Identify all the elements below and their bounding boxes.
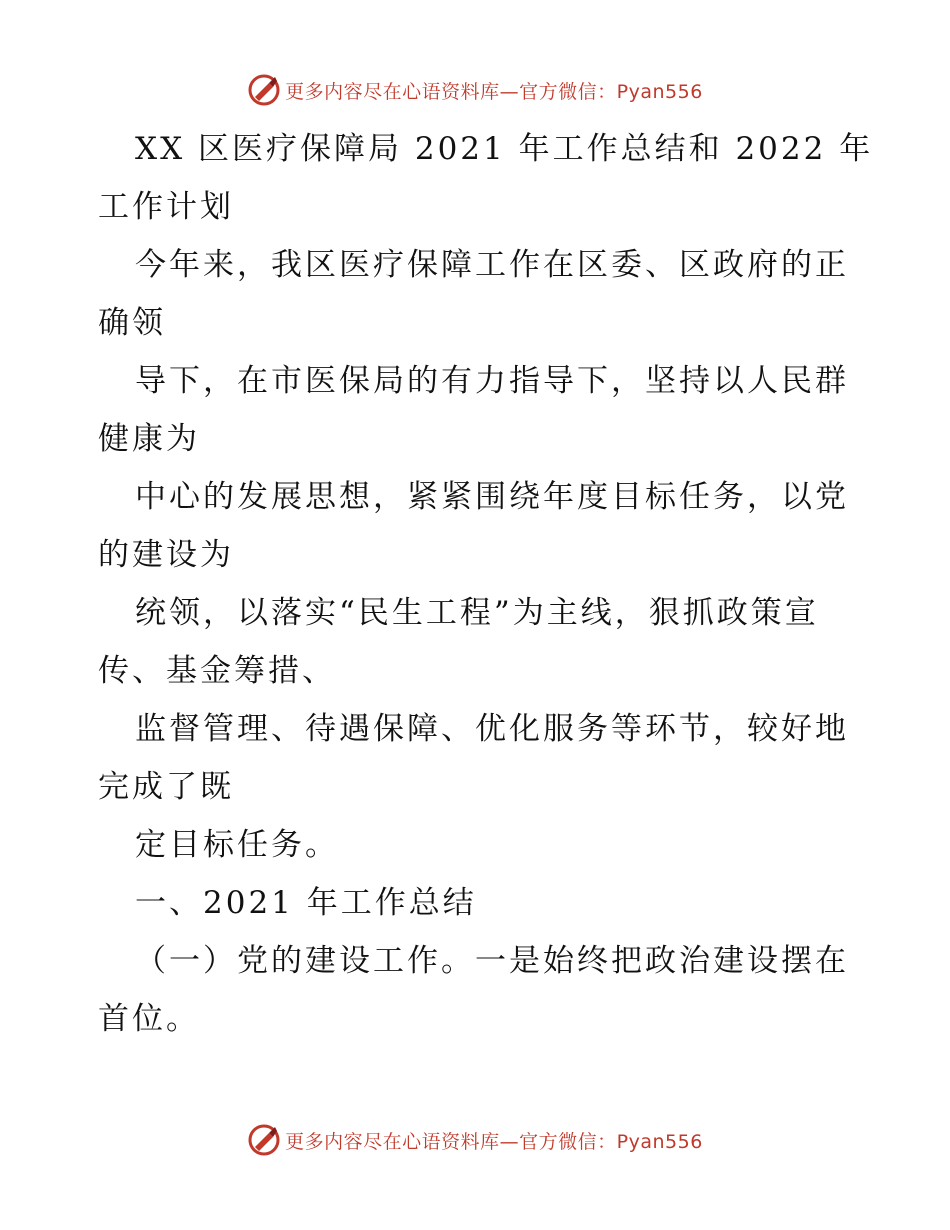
document-line: 确领 (98, 305, 166, 341)
document-line: 一、2021 年工作总结 (135, 885, 477, 921)
document-line: 导下，在市医保局的有力指导下，坚持以人民群 (135, 363, 849, 399)
document-line: 健康为 (98, 421, 200, 457)
document-line: 监督管理、待遇保障、优化服务等环节，较好地 (135, 711, 849, 747)
document-line: 定目标任务。 (135, 827, 339, 863)
banner-text (285, 77, 703, 104)
banner-slogan: 更多内容尽在心语资料库—官方微信： (285, 1130, 617, 1153)
banner-account: Pyan556 (616, 1130, 703, 1153)
document-line: 的建设为 (98, 537, 234, 573)
document-line: 工作计划 (98, 189, 234, 225)
pen-logo-icon (247, 73, 281, 107)
document-line: 今年来，我区医疗保障工作在区委、区政府的正 (135, 247, 849, 283)
footer-watermark-banner (0, 1120, 950, 1160)
header-watermark-banner (0, 70, 950, 110)
document-line: 传、基金筹措、 (98, 653, 336, 689)
document-line: 完成了既 (98, 769, 234, 805)
document-line: XX 区医疗保障局 2021 年工作总结和 2022 年 (135, 131, 874, 167)
banner-slogan: 更多内容尽在心语资料库—官方微信： (285, 80, 617, 103)
document-line: 中心的发展思想，紧紧围绕年度目标任务，以党 (135, 479, 849, 515)
document-line: 统领，以落实“民生工程”为主线，狠抓政策宣 (135, 595, 819, 631)
document-line: 首位。 (98, 1001, 200, 1037)
pen-logo-icon (247, 1123, 281, 1157)
banner-account: Pyan556 (616, 80, 703, 103)
document-line: （一）党的建设工作。一是始终把政治建设摆在 (135, 943, 849, 979)
banner-text (285, 1127, 703, 1154)
document-body (98, 120, 874, 1048)
